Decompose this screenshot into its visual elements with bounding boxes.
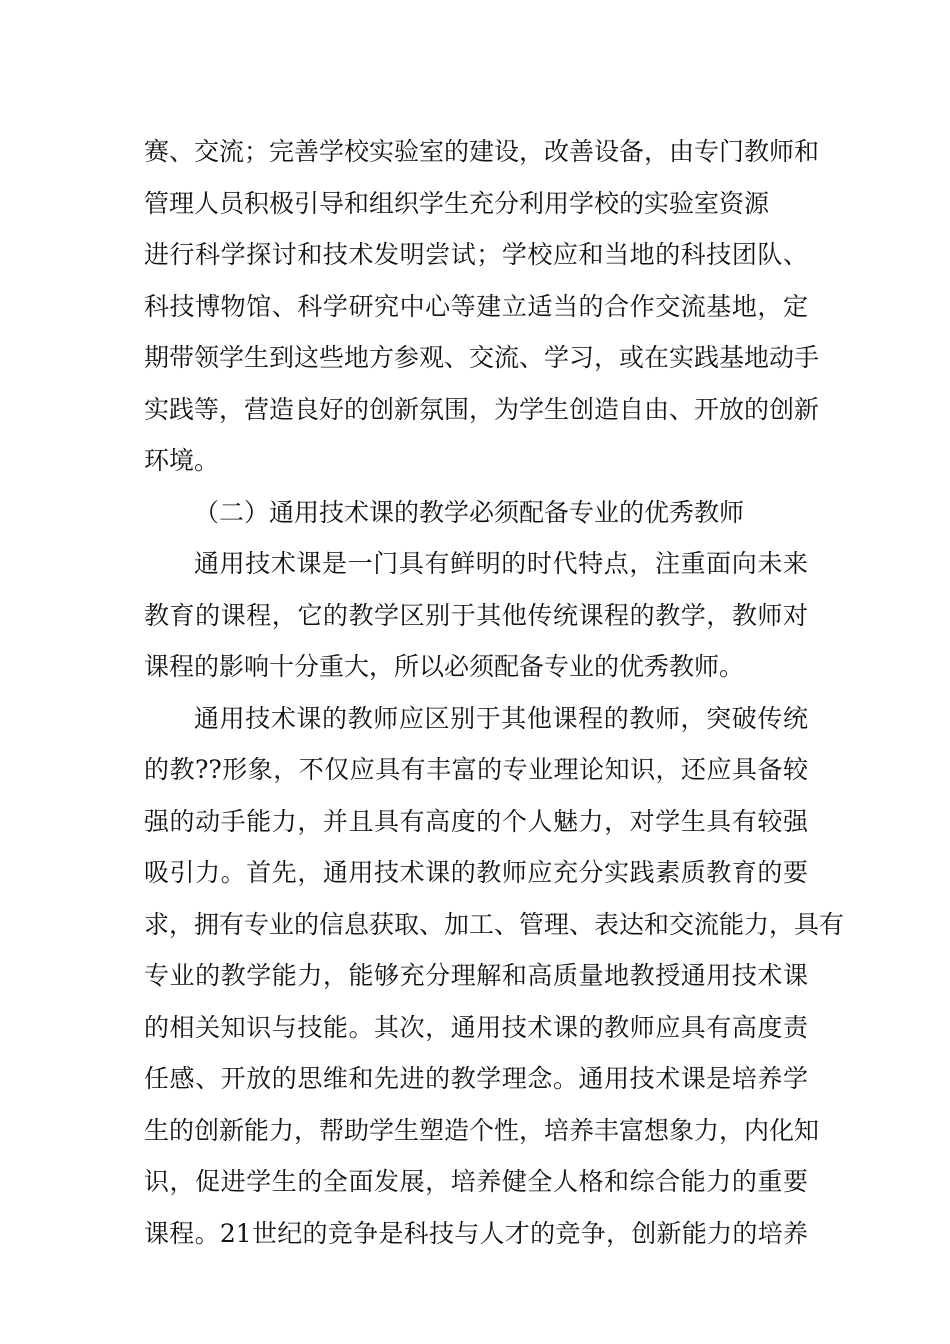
text-line: 任感、开放的思维和先进的教学理念。通用技术课是培养学 [144,1064,808,1093]
text-line: 吸引力。首先，通用技术课的教师应充分实践素质教育的要 [144,858,808,887]
text-line: 的相关知识与技能。其次，通用技术课的教师应具有高度责 [144,1012,808,1042]
section-heading [144,487,808,539]
text-line: 求，拥有专业的信息获取、加工、管理、表达和交流能力，具有 [144,909,845,939]
text-line: 实践等，营造良好的创新氛围，为学生创造自由、开放的创新 [144,394,820,424]
text-line: 教育的课程，它的教学区别于其他传统课程的教学，教师对 [144,600,808,630]
text-line: 识，促进学生的全面发展，培养健全人格和综合能力的重要 [144,1167,808,1196]
text-line: 生的创新能力，帮助学生塑造个性，培养丰富想象力，内化知 [144,1115,820,1145]
text-line: 进行科学探讨和技术发明尝试；学校应和当地的科技团队、 [144,240,808,269]
text-line: 专业的教学能力，能够充分理解和高质量地教授通用技术课 [144,961,808,990]
text-line: 赛、交流；完善学校实验室的建设，改善设备，由专门教师和 [144,137,820,166]
paragraph [144,538,808,693]
section-heading-text: （二）通用技术课的教学必须配备专业的优秀教师 [194,497,745,527]
text-line: 管理人员积极引导和组织学生充分利用学校的实验室资源 [144,188,770,218]
text-line: 强的动手能力，并且具有高度的个人魅力，对学生具有较强 [144,806,808,836]
text-line: 期带领学生到这些地方参观、交流、学习，或在实践基地动手 [144,343,820,372]
text-line: 通用技术课的教师应区别于其他课程的教师，突破传统 [194,703,808,733]
text-line: 的教??形象，不仅应具有丰富的专业理论知识，还应具备较 [144,755,808,784]
paragraph [144,693,845,1260]
text-line: 环境。 [144,446,220,475]
text-line: 通用技术课是一门具有鲜明的时代特点，注重面向未来 [194,549,808,578]
document-body [144,126,845,1259]
text-line: 课程。21世纪的竞争是科技与人才的竞争，创新能力的培养 [144,1218,808,1248]
text-line: 科技博物馆、科学研究中心等建立适当的合作交流基地，定 [144,291,808,321]
paragraph-continuation [144,126,820,487]
text-line: 课程的影响十分重大，所以必须配备专业的优秀教师。 [144,652,745,681]
